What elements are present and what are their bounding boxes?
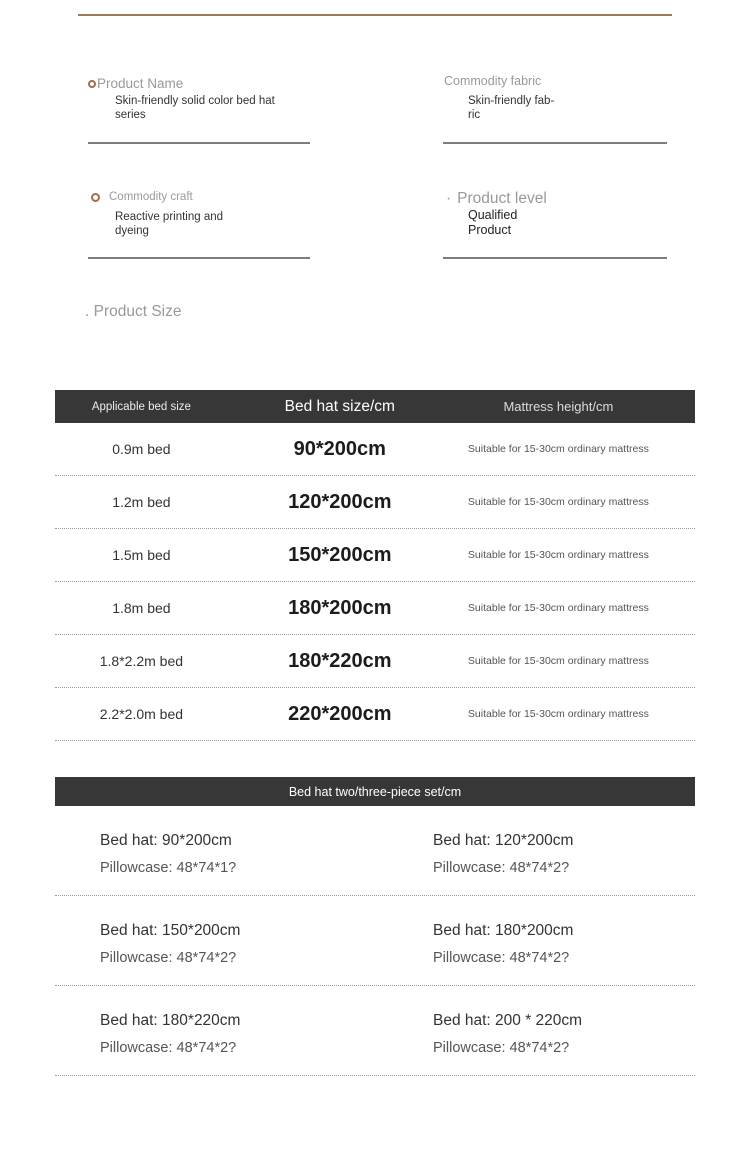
bullet-dot-icon: · [446, 190, 452, 207]
set-cell [375, 986, 695, 1075]
set-cell [375, 806, 695, 895]
bed-size-cell: 1.8*2.2m bed [99, 653, 184, 669]
pillowcase-spec: Pillowcase: 48*74*2? [433, 1040, 570, 1056]
bed-hat-size-cell: 220*200cm [288, 702, 392, 725]
bed-hat-size-cell: 120*200cm [288, 490, 392, 513]
bed-size-cell: 1.5m bed [112, 547, 171, 563]
product-level-value [468, 208, 517, 238]
product-name-line: Skin-friendly solid color bed hat [115, 95, 275, 107]
commodity-craft-header [91, 191, 193, 203]
bed-hat-size-cell: 180*200cm [288, 596, 392, 619]
commodity-fabric-header [444, 74, 541, 88]
mattress-cell: Suitable for 15-30cm ordinary mattress [467, 708, 649, 720]
bed-hat-spec: Bed hat: 180*200cm [433, 922, 574, 939]
set-table [55, 777, 695, 1076]
table-row [55, 688, 695, 741]
table-row [55, 529, 695, 582]
bed-size-cell: 1.8m bed [112, 600, 171, 616]
set-cell [55, 806, 375, 895]
table-row [55, 582, 695, 635]
divider-rule [443, 142, 667, 144]
set-table-title: Bed hat two/three-piece set/cm [288, 784, 462, 799]
ring-icon [91, 193, 100, 202]
divider-rule [443, 257, 667, 259]
bed-hat-size-cell: 180*220cm [288, 649, 392, 672]
commodity-craft-line: dyeing [115, 224, 149, 237]
set-cell [375, 896, 695, 985]
set-cell [55, 896, 375, 985]
pillowcase-spec: Pillowcase: 48*74*2? [433, 860, 570, 876]
commodity-craft-value [115, 211, 223, 238]
commodity-fabric-line: ric [468, 108, 481, 121]
bed-hat-spec: Bed hat: 150*200cm [100, 922, 241, 939]
product-level-title: Product level [457, 190, 547, 207]
product-level-line: Qualified [468, 208, 518, 222]
section-title-product-size: . Product Size [85, 303, 182, 320]
bed-hat-size-cell: 150*200cm [288, 543, 392, 566]
column-header-bed-size: Applicable bed size [91, 400, 191, 413]
table-row [55, 476, 695, 529]
set-table-header [55, 777, 695, 806]
commodity-fabric-line: Skin-friendly fab- [468, 95, 555, 107]
ring-icon [88, 80, 96, 88]
table-row [55, 635, 695, 688]
mattress-cell: Suitable for 15-30cm ordinary mattress [467, 549, 649, 561]
pillowcase-spec: Pillowcase: 48*74*2? [100, 1040, 237, 1056]
pillowcase-spec: Pillowcase: 48*74*2? [100, 950, 237, 966]
top-accent-rule [78, 14, 672, 16]
bed-hat-size-cell: 90*200cm [293, 437, 386, 460]
column-header-bed-hat-size: Bed hat size/cm [284, 397, 395, 415]
bed-hat-spec: Bed hat: 90*200cm [100, 832, 232, 849]
bed-hat-spec: Bed hat: 200 * 220cm [433, 1012, 583, 1029]
product-name-line: series [115, 108, 146, 121]
commodity-craft-line: Reactive printing and [115, 211, 224, 223]
set-cell [55, 986, 375, 1075]
bed-hat-spec: Bed hat: 180*220cm [100, 1012, 241, 1029]
bed-size-cell: 1.2m bed [112, 494, 171, 510]
pillowcase-spec: Pillowcase: 48*74*1? [100, 860, 237, 876]
commodity-fabric-title: Commodity fabric [444, 74, 542, 88]
set-row [55, 986, 695, 1076]
product-level-header [446, 190, 547, 208]
commodity-craft-title: Commodity craft [109, 191, 193, 203]
product-name-value [115, 95, 285, 122]
pillowcase-spec: Pillowcase: 48*74*2? [433, 950, 570, 966]
column-header-mattress-height: Mattress height/cm [503, 399, 614, 414]
mattress-cell: Suitable for 15-30cm ordinary mattress [467, 602, 649, 614]
set-row [55, 896, 695, 986]
set-row [55, 806, 695, 896]
product-name-title: Product Name [97, 76, 184, 91]
mattress-cell: Suitable for 15-30cm ordinary mattress [467, 443, 649, 455]
size-table [55, 390, 695, 741]
mattress-cell: Suitable for 15-30cm ordinary mattress [467, 655, 649, 667]
bed-hat-spec: Bed hat: 120*200cm [433, 832, 574, 849]
bed-size-cell: 2.2*2.0m bed [99, 706, 184, 722]
size-table-header [55, 390, 695, 423]
table-row [55, 423, 695, 476]
bed-size-cell: 0.9m bed [112, 441, 171, 457]
mattress-cell: Suitable for 15-30cm ordinary mattress [467, 496, 649, 508]
product-name-header [88, 76, 183, 91]
divider-rule [88, 257, 310, 259]
divider-rule [88, 142, 310, 144]
product-level-line: Product [468, 222, 512, 237]
commodity-fabric-value [468, 95, 554, 122]
